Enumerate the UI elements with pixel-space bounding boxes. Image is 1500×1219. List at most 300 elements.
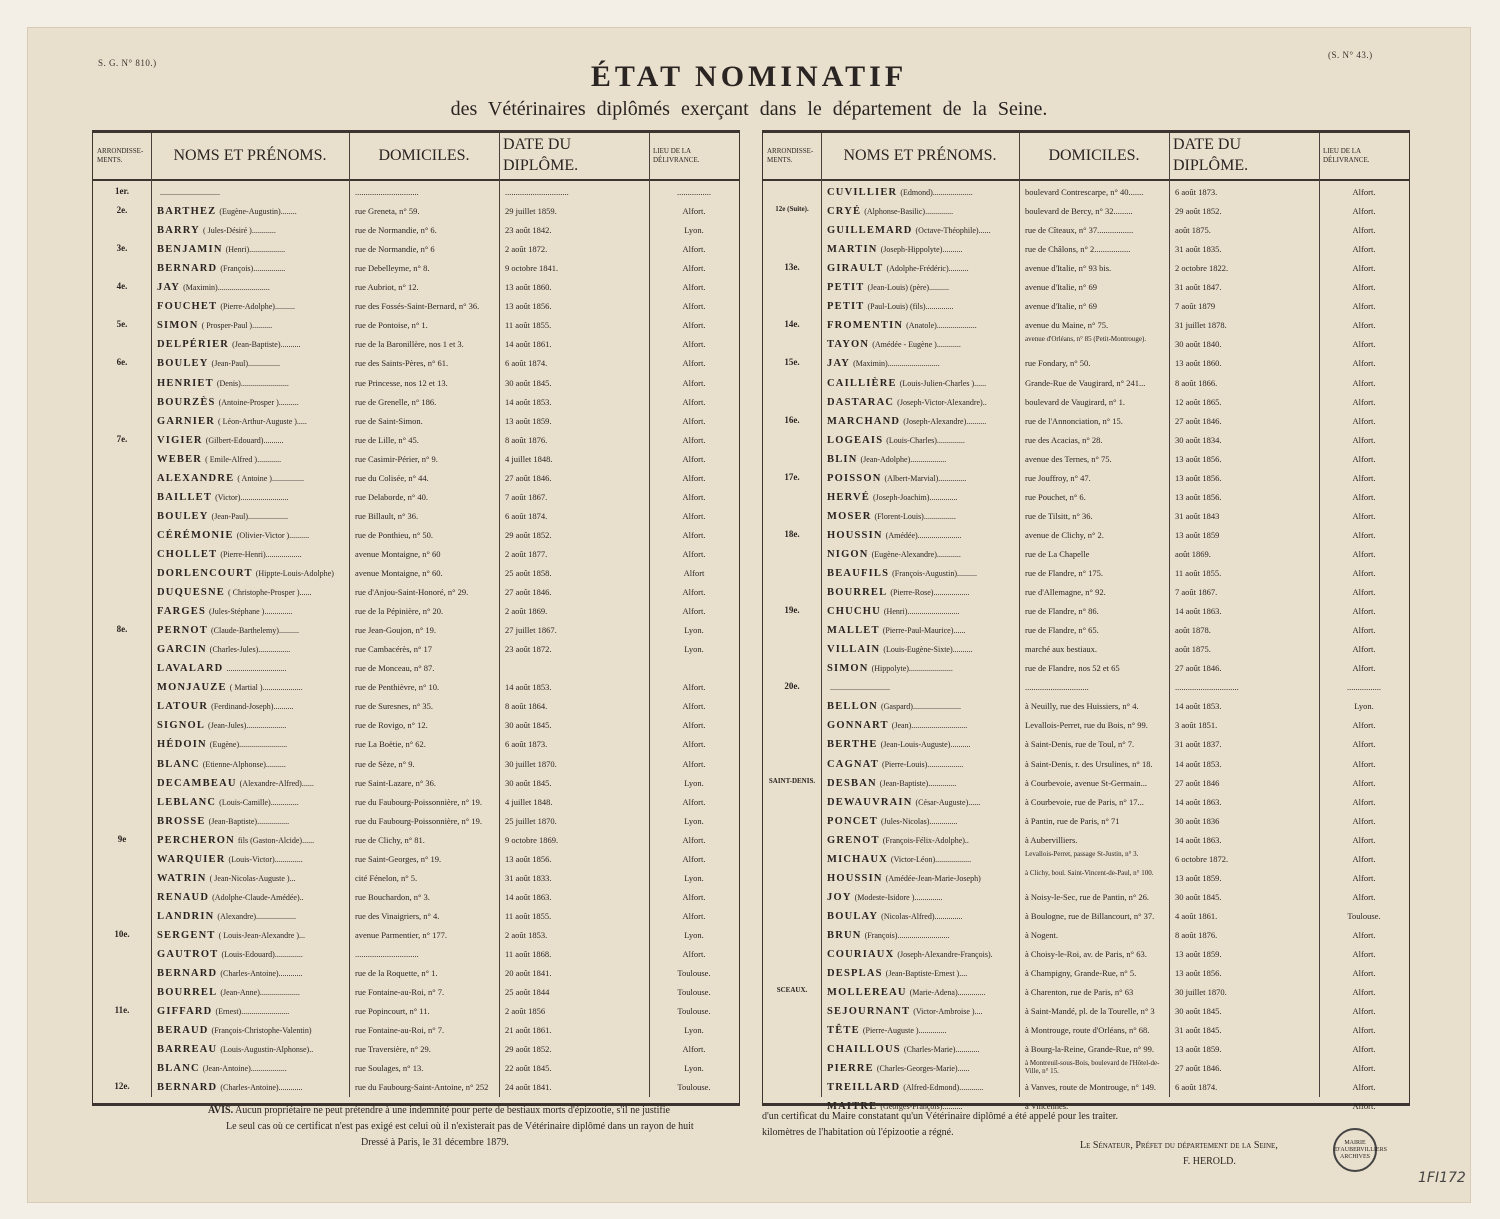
left-first-names: (Jean-Antoine)..................	[202, 1064, 287, 1074]
right-first-names: (Pierre-Louis)..................	[881, 759, 964, 769]
left-first-names: (Eugène-Augustin)........	[219, 207, 297, 217]
right-surname: BLIN	[827, 453, 858, 465]
left-date-cell: 11 août 1855.	[505, 910, 552, 921]
document-title: ÉTAT NOMINATIF	[590, 60, 908, 93]
date-signed: Dressé à Paris, le 31 décembre 1879.	[361, 1137, 509, 1148]
right-lieu-cell: Alfort.	[1352, 568, 1376, 578]
left-name-cell	[157, 469, 347, 488]
right-date-cell: 29 août 1852.	[1175, 206, 1222, 217]
right-surname: BOULAY	[827, 910, 879, 922]
right-table-row	[763, 354, 1409, 373]
left-date-cell: 13 août 1860.	[505, 282, 552, 293]
right-lieu-cell: Alfort.	[1352, 644, 1376, 655]
left-first-names: (Jean-Jules)....................	[208, 721, 287, 731]
left-first-names: ( Léon-Arthur-Auguste ).....	[218, 416, 307, 426]
left-lieu-cell: Alfort.	[682, 796, 706, 807]
right-table-row	[763, 316, 1409, 335]
right-date-cell: 31 août 1843	[1175, 510, 1220, 521]
right-lieu-cell: Alfort.	[1352, 872, 1376, 883]
right-lieu-cell: Alfort.	[1352, 282, 1376, 293]
left-first-names: ( Emile-Alfred )............	[205, 454, 282, 464]
right-date-cell: 27 août 1846	[1175, 777, 1220, 788]
left-name-cell	[157, 945, 347, 964]
right-lieu-cell: Alfort.	[1352, 891, 1376, 902]
right-domicile-cell: rue de Cîteaux, n° 37.................	[1025, 225, 1134, 236]
right-surname: DASTARAC	[827, 396, 895, 408]
right-table-row	[763, 202, 1409, 221]
left-date-cell: 29 juillet 1859.	[505, 206, 557, 217]
right-table-row	[763, 640, 1409, 659]
right-date-cell: 30 août 1845.	[1175, 1006, 1222, 1017]
right-name-cell	[827, 812, 1017, 831]
left-table-row	[93, 735, 739, 754]
right-surname: TÊTE	[827, 1025, 860, 1037]
left-lieu-cell: Alfort.	[682, 1044, 706, 1055]
left-domicile-cell: rue Jean-Goujon, n° 19.	[355, 625, 437, 636]
left-table-row	[93, 507, 739, 526]
left-domicile-cell: avenue Parmentier, n° 177.	[355, 929, 448, 940]
left-table-row	[93, 621, 739, 640]
right-table-row	[763, 716, 1409, 735]
left-surname: WATRIN	[157, 872, 207, 884]
right-surname: FROMENTIN	[827, 320, 904, 332]
right-first-names: (Maximin)..........................	[853, 359, 940, 369]
left-first-names: (Louis-Augustin-Alphonse)..	[220, 1045, 314, 1055]
left-domicile-cell: rue Soulages, n° 13.	[355, 1063, 424, 1074]
right-surname: GRENOT	[827, 834, 880, 846]
left-name-cell	[157, 888, 347, 907]
left-first-names: (Etienne-Alphonse)..........	[202, 759, 286, 769]
avis-line2: Le seul cas où ce certificat n'est pas exigé est celui où il n'existerait pas de Vétérinaire diplômé dans un rayon de huit	[226, 1121, 694, 1132]
right-domicile-cell: à Montreuil-sous-Bois, boulevard de l'Hôtel-de-Ville, n° 15.	[1025, 1059, 1160, 1076]
right-name-cell	[827, 278, 1017, 297]
right-first-names: (Paul-Louis) (fils)..............	[867, 302, 954, 312]
right-first-names: (Octave-Théophile)......	[915, 226, 991, 236]
right-lieu-cell: Alfort.	[1352, 968, 1376, 979]
right-name-cell	[827, 888, 1017, 907]
left-surname: SIMON	[157, 320, 199, 332]
left-header-date: DATE DU DIPLÔME.	[503, 136, 579, 174]
left-name-cell	[157, 755, 347, 774]
left-lieu-cell: Alfort.	[682, 282, 706, 293]
right-lieu-cell: Alfort.	[1352, 377, 1376, 388]
right-table-row	[763, 1021, 1409, 1040]
right-table-row	[763, 583, 1409, 602]
left-first-names: (Jean-Paul)....................	[211, 511, 288, 521]
right-name-cell	[827, 221, 1017, 240]
right-table-row	[763, 240, 1409, 259]
left-domicile-cell: rue du Faubourg-Saint-Antoine, n° 252	[355, 1082, 489, 1093]
left-arrondissement-label: 9e	[117, 833, 127, 844]
left-arrondissement-label: 2e.	[116, 205, 128, 216]
left-name-cell	[157, 716, 347, 735]
right-table-row	[763, 564, 1409, 583]
right-name-cell	[827, 945, 1017, 964]
right-surname: PETIT	[827, 301, 865, 313]
right-table-row	[763, 926, 1409, 945]
right-domicile-cell: Grande-Rue de Vaugirard, n° 241...	[1025, 377, 1146, 388]
left-lieu-cell: Alfort.	[682, 339, 706, 350]
right-first-names: (Alphonse-Basilic)..............	[864, 207, 954, 217]
right-table-row	[763, 697, 1409, 716]
right-name-cell	[827, 202, 1017, 221]
right-domicile-cell: à Charenton, rue de Paris, n° 63	[1025, 987, 1134, 998]
left-lieu-cell: Alfort.	[682, 758, 706, 769]
right-date-cell: 13 août 1856.	[1175, 968, 1222, 979]
right-domicile-cell: marché aux bestiaux.	[1025, 644, 1097, 655]
right-surname: PETIT	[827, 282, 865, 294]
right-surname: TREILLARD	[827, 1082, 901, 1094]
right-date-cell: 30 juillet 1870.	[1175, 987, 1227, 998]
left-header-name: NOMS ET PRÉNOMS.	[173, 146, 327, 164]
right-lieu-cell: Alfort.	[1352, 777, 1376, 788]
right-name-cell	[827, 755, 1017, 774]
left-lieu-cell: Alfort.	[682, 358, 706, 369]
right-name-cell	[827, 869, 1017, 888]
left-name-cell	[157, 831, 347, 850]
signature-name: F. HEROLD.	[1183, 1156, 1236, 1167]
right-lieu-cell: Alfort.	[1352, 796, 1376, 807]
right-date-cell: 13 août 1859.	[1175, 872, 1222, 883]
right-date-cell: 27 août 1846.	[1175, 1063, 1222, 1074]
right-surname: MALLET	[827, 625, 880, 637]
left-first-names: ..............................	[160, 188, 220, 197]
left-table	[92, 130, 740, 1106]
right-surname: MOSER	[827, 510, 872, 522]
left-surname: PERCHERON	[157, 834, 235, 846]
left-surname: GAUTROT	[157, 949, 219, 960]
left-table-row	[93, 755, 739, 774]
left-name-cell	[157, 564, 347, 583]
left-domicile-cell: rue Traversière, n° 29.	[355, 1044, 431, 1055]
right-domicile-cell: avenue d'Orléans, n° 85 (Petit-Montrouge).	[1025, 335, 1147, 344]
right-first-names: (François)..........................	[864, 930, 950, 940]
right-surname: CAGNAT	[827, 758, 879, 770]
right-name-cell	[827, 964, 1017, 983]
right-table-row	[763, 431, 1409, 450]
right-name-cell	[827, 678, 1017, 697]
right-table-row	[763, 259, 1409, 278]
right-lieu-cell: Alfort.	[1352, 396, 1376, 407]
left-lieu-cell: Alfort.	[682, 682, 706, 693]
left-date-cell: 2 août 1853.	[505, 929, 548, 940]
right-surname: COURIAUX	[827, 949, 895, 960]
left-domicile-cell: ..............................	[355, 949, 419, 959]
left-lieu-cell: Alfort	[683, 568, 705, 578]
left-table-row	[93, 583, 739, 602]
right-arrondissement-label: 12e (Suite).	[775, 205, 809, 214]
right-date-cell: 30 août 1836	[1175, 815, 1220, 826]
right-lieu-cell: Alfort.	[1352, 1063, 1376, 1074]
left-table-row	[93, 450, 739, 469]
right-domicile-cell: à Courbevoie, avenue St-Germain...	[1025, 777, 1148, 788]
right-first-names: (Florent-Louis)................	[874, 511, 956, 521]
right-first-names: (Louis-Charles)..............	[886, 435, 965, 445]
left-name-cell	[157, 1040, 347, 1059]
left-name-cell	[157, 1059, 347, 1078]
avis-left	[208, 1103, 738, 1135]
left-first-names: (Jean-Baptiste)..........	[232, 340, 301, 350]
right-lieu-cell: Alfort.	[1352, 1044, 1376, 1055]
left-domicile-cell: avenue Montaigne, n° 60	[355, 548, 441, 559]
right-surname: JAY	[827, 358, 851, 370]
left-date-cell: 30 août 1845.	[505, 377, 552, 388]
document-sheet	[28, 28, 1470, 1202]
left-lieu-cell: Alfort.	[682, 548, 706, 559]
right-name-cell	[827, 831, 1017, 850]
right-lieu-cell: Alfort.	[1352, 1025, 1376, 1036]
left-surname: SIGNOL	[157, 720, 206, 732]
right-date-cell: 13 août 1856.	[1175, 472, 1222, 483]
left-table-row	[93, 640, 739, 659]
right-table-row	[763, 183, 1409, 202]
left-lieu-cell: ................	[677, 187, 711, 197]
left-table-row	[93, 393, 739, 412]
right-header-date: DATE DU DIPLÔME.	[1173, 136, 1249, 174]
left-first-names: (Hippte-Louis-Adolphe)	[255, 569, 334, 578]
left-date-cell: 23 août 1872.	[505, 644, 552, 655]
left-arrondissement-label: 8e.	[116, 624, 128, 635]
left-domicile-cell: rue Fontaine-au-Roi, n° 7.	[355, 987, 445, 998]
right-lieu-cell: ................	[1347, 682, 1381, 693]
right-table-row	[763, 678, 1409, 697]
left-surname: RENAUD	[157, 891, 210, 903]
right-name-cell	[827, 983, 1017, 1002]
right-lieu-cell: Alfort.	[1352, 510, 1376, 521]
right-first-names: (Jean-Baptiste)..............	[879, 778, 957, 788]
left-first-names: ( Antoine )................	[237, 473, 304, 483]
right-surname: HOUSSIN	[827, 529, 883, 541]
right-first-names: (Amédée-Jean-Marie-Joseph)	[885, 873, 981, 883]
left-table-row	[93, 526, 739, 545]
left-date-cell: 11 août 1855.	[505, 320, 552, 331]
left-date-cell: 14 août 1863.	[505, 891, 552, 902]
right-lieu-cell: Alfort.	[1352, 472, 1376, 483]
left-date-cell: 30 juillet 1870.	[505, 758, 557, 769]
left-lieu-cell: Alfort.	[682, 891, 706, 902]
left-name-cell	[157, 1002, 347, 1021]
right-arrondissement-label: 20e.	[784, 681, 800, 692]
right-table-row	[763, 374, 1409, 393]
right-first-names: (Marie-Adena)..............	[909, 988, 986, 998]
right-lieu-cell: Alfort.	[1352, 625, 1376, 636]
right-domicile-cell: à Montrouge, route d'Orléans, n° 68.	[1025, 1025, 1150, 1036]
left-first-names: (Jean-Anne)....................	[220, 988, 300, 998]
avis-right	[762, 1109, 1282, 1141]
right-domicile-cell: Levallois-Perret, rue du Bois, n° 99.	[1025, 720, 1148, 731]
left-surname: BLANC	[157, 1063, 200, 1075]
left-domicile-cell: rue Popincourt, n° 11.	[355, 1006, 430, 1017]
right-surname: CHAILLOUS	[827, 1044, 901, 1056]
right-date-cell: août 1869.	[1175, 548, 1211, 559]
left-lieu-cell: Alfort.	[682, 320, 706, 331]
left-surname: BERAUD	[157, 1025, 209, 1037]
right-table-row	[763, 831, 1409, 850]
left-first-names: (Ernest)........................	[215, 1007, 290, 1017]
right-table-row	[763, 659, 1409, 678]
left-date-cell: 6 août 1873.	[505, 739, 548, 750]
left-table-row	[93, 469, 739, 488]
right-lieu-cell: Alfort.	[1352, 225, 1376, 236]
right-surname: LOGEAIS	[827, 434, 884, 446]
left-lieu-cell: Alfort.	[682, 415, 706, 426]
right-first-names: (Adolphe-Frédéric)..........	[886, 264, 969, 274]
left-domicile-cell: avenue Montaigne, n° 60.	[355, 568, 443, 578]
left-first-names: (Antoine-Prosper )..........	[218, 397, 299, 407]
left-domicile-cell: rue Fontaine-au-Roi, n° 7.	[355, 1025, 445, 1036]
left-name-cell	[157, 583, 347, 602]
left-header-lieu: LIEU DE LA DÉLIVRANCE.	[653, 146, 700, 164]
right-lieu-cell: Alfort.	[1352, 1101, 1376, 1112]
left-table-row	[93, 564, 739, 583]
right-date-cell: 12 août 1865.	[1175, 396, 1222, 407]
right-date-cell: ..............................	[1175, 682, 1239, 693]
left-date-cell: 29 août 1852.	[505, 529, 552, 540]
left-table-row	[93, 888, 739, 907]
left-table-row	[93, 926, 739, 945]
reference-right: (S. N° 43.)	[1328, 50, 1373, 60]
right-domicile-cell: à Nogent.	[1025, 929, 1059, 940]
left-name-cell	[157, 526, 347, 545]
left-domicile-cell: rue Saint-Georges, n° 19.	[355, 853, 442, 864]
right-table-row	[763, 602, 1409, 621]
left-surname: CÉRÉMONIE	[157, 529, 234, 541]
left-name-cell	[157, 659, 347, 678]
left-date-cell	[505, 659, 647, 678]
left-name-cell	[157, 735, 347, 754]
left-table-row	[93, 316, 739, 335]
left-lieu-cell: Alfort.	[682, 491, 706, 502]
left-table-row	[93, 697, 739, 716]
right-domicile-cell: rue Jouffroy, n° 47.	[1025, 472, 1091, 483]
left-name-cell	[157, 850, 347, 869]
right-domicile-cell: à Bourg-la-Reine, Grande-Rue, n° 99.	[1025, 1044, 1155, 1055]
left-surname: DORLENCOURT	[157, 568, 253, 579]
left-first-names: (Eugène)........................	[209, 740, 288, 750]
left-name-cell	[157, 545, 347, 564]
left-table-row	[93, 869, 739, 888]
right-lieu-cell: Alfort.	[1352, 815, 1376, 826]
right-name-cell	[827, 716, 1017, 735]
right-date-cell: 13 août 1859	[1175, 529, 1220, 540]
right-table-row	[763, 755, 1409, 774]
left-first-names: ( Jules-Désiré )............	[202, 226, 276, 236]
left-first-names: (Alexandre)....................	[217, 911, 297, 921]
left-surname: LATOUR	[157, 701, 209, 713]
right-name-cell	[827, 621, 1017, 640]
right-name-cell	[827, 488, 1017, 507]
right-date-cell: 14 août 1863.	[1175, 796, 1222, 807]
right-surname: BRUN	[827, 929, 862, 941]
left-surname: ALEXANDRE	[157, 472, 235, 484]
left-lieu-cell: Lyon.	[684, 815, 704, 826]
left-name-cell	[157, 393, 347, 412]
right-date-cell: 31 août 1847.	[1175, 282, 1222, 293]
right-date-cell: 30 août 1840.	[1175, 339, 1222, 350]
left-lieu-cell: Alfort.	[682, 739, 706, 750]
left-arrondissement-label: 5e.	[116, 319, 128, 330]
left-first-names: ( Jean-Nicolas-Auguste )...	[209, 873, 296, 883]
right-lieu-cell: Alfort.	[1352, 929, 1376, 940]
left-date-cell: 2 août 1856	[505, 1006, 546, 1017]
right-domicile-cell: à Saint-Denis, rue de Toul, n° 7.	[1025, 739, 1135, 750]
left-domicile-cell: rue Debelleyme, n° 8.	[355, 263, 430, 274]
left-arrondissement-label: 1er.	[115, 186, 129, 196]
right-first-names: ..............................	[830, 683, 890, 693]
right-table-row	[763, 297, 1409, 316]
right-first-names: (Pierre-Paul-Maurice)......	[882, 626, 966, 636]
left-first-names: (Louis-Camille)..............	[219, 797, 299, 807]
right-date-cell: août 1875.	[1175, 225, 1211, 236]
right-date-cell: 13 août 1859.	[1175, 1044, 1222, 1055]
left-domicile-cell: rue de la Baronillère, nos 1 et 3.	[355, 339, 464, 350]
right-domicile-cell: à Courbevoie, rue de Paris, n° 17...	[1025, 796, 1144, 807]
left-surname: BERNARD	[157, 1082, 218, 1094]
right-first-names: (Modeste-Isidore )..............	[854, 892, 943, 902]
left-name-cell	[157, 602, 347, 621]
right-first-names: (Louis-Julien-Charles )......	[899, 378, 987, 388]
left-table-row	[93, 602, 739, 621]
left-domicile-cell: rue Cambacérès, n° 17	[355, 644, 433, 655]
left-date-cell: 8 août 1864.	[505, 701, 548, 712]
left-domicile-cell: rue des Vinaigriers, n° 4.	[355, 910, 440, 921]
left-domicile-cell: rue de Ponthieu, n° 50.	[355, 529, 433, 540]
right-first-names: (Amédée)......................	[885, 530, 962, 540]
left-first-names: (Gilbert-Edouard)..........	[205, 435, 284, 445]
right-surname: GIRAULT	[827, 263, 884, 275]
left-table-row	[93, 488, 739, 507]
right-date-cell: 4 août 1861.	[1175, 910, 1218, 921]
left-table-row	[93, 812, 739, 831]
right-lieu-cell: Alfort.	[1352, 187, 1376, 197]
left-surname: BLANC	[157, 758, 200, 770]
left-date-cell: 25 août 1844	[505, 987, 550, 998]
right-first-names: (Georges-François)..........	[880, 1102, 963, 1112]
right-surname: DEWAUVRAIN	[827, 796, 913, 808]
right-first-names: (Jean-Louis-Auguste)..........	[880, 740, 971, 750]
left-name-cell	[157, 259, 347, 278]
left-date-cell: 27 août 1846.	[505, 472, 552, 483]
right-domicile-cell: rue de Flandre, n° 175.	[1025, 568, 1103, 578]
left-name-cell	[157, 354, 347, 373]
document-subtitle: des Vétérinaires diplômés exerçant dans le département de la Seine.	[450, 98, 1048, 120]
left-first-names: (Victor)........................	[215, 492, 289, 502]
left-arrondissement-label: 4e.	[116, 281, 128, 292]
right-name-cell	[827, 1078, 1017, 1097]
left-first-names: (Pierre-Adolphe)..........	[220, 302, 295, 312]
left-table-row	[93, 412, 739, 431]
right-first-names: (Joseph-Joachim)..............	[872, 492, 958, 502]
right-domicile-cell: avenue de Clichy, n° 2.	[1025, 529, 1104, 540]
right-surname: MAITRE	[827, 1101, 878, 1113]
right-surname: BELLON	[827, 701, 878, 713]
right-table-row	[763, 774, 1409, 793]
right-lieu-cell: Alfort.	[1352, 491, 1376, 502]
right-table-row	[763, 450, 1409, 469]
right-lieu-cell: Alfort.	[1352, 434, 1376, 445]
right-domicile-cell: rue de La Chapelle	[1025, 548, 1090, 559]
right-name-cell	[827, 412, 1017, 431]
left-name-cell	[157, 774, 347, 793]
left-name-cell	[157, 1078, 347, 1097]
right-domicile-cell: à Clichy, boul. Saint-Vincent-de-Paul, n° 100.	[1025, 868, 1154, 877]
right-first-names: (Pierre-Auguste )..............	[862, 1026, 947, 1036]
left-surname: BARREAU	[157, 1044, 218, 1056]
left-name-cell	[157, 240, 347, 259]
right-surname: TAYON	[827, 339, 870, 351]
right-domicile-cell: à Neuilly, rue des Huissiers, n° 4.	[1025, 701, 1139, 712]
left-lieu-cell: Alfort.	[682, 720, 706, 731]
